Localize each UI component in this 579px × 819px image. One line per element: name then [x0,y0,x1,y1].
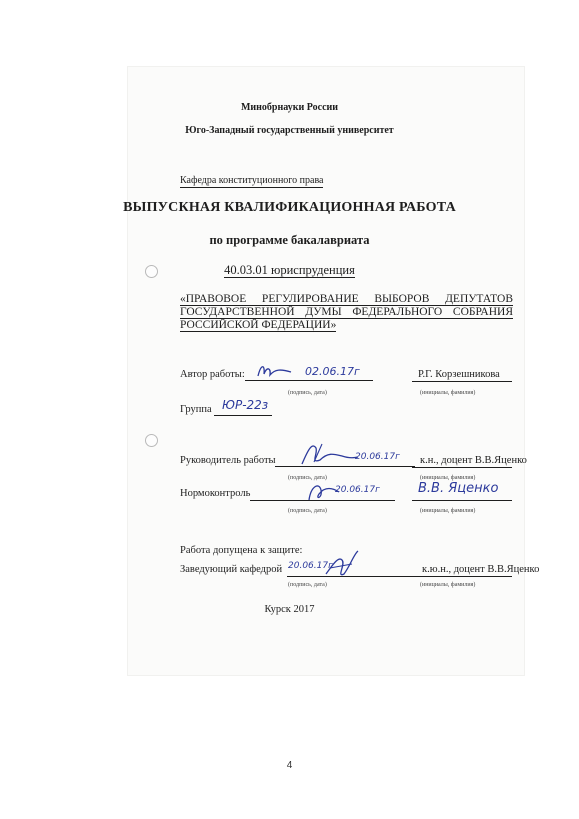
specialty-text: 40.03.01 юриспруденция [224,263,355,277]
author-date: 02.06.17г [305,365,360,378]
city-year: Курск 2017 [264,604,315,615]
author-label-text: Автор работы [180,369,242,380]
program-name: по программе бакалавриата [209,233,370,247]
normcontrol-date: 20.06.17г [335,485,380,495]
author-label: Автор работы: [180,369,245,380]
head-name-caption: (инициалы, фамилия) [420,582,476,588]
supervisor-sig-caption: (подпись, дата) [288,475,327,481]
ministry-name: Минобрнауки России [240,102,339,113]
work-type-title: ВЫПУСКНАЯ КВАЛИФИКАЦИОННАЯ РАБОТА [123,200,456,215]
normcontrol-sig-caption: (подпись, дата) [288,508,327,514]
head-name-line [412,576,512,577]
supervisor-date: 20.06.17г [355,452,400,462]
supervisor-name-caption: (инициалы, фамилия) [420,475,476,481]
author-name: Р.Г. Корзешникова [418,369,500,380]
normcontrol-name-line [412,500,512,501]
normcontrol-name-caption: (инициалы, фамилия) [420,508,476,514]
university-name: Юго-Западный государственный университет [185,125,394,136]
department-name: Кафедра конституционного права [180,175,324,186]
supervisor-name-line [412,467,512,468]
head-date: 20.06.17г [288,561,333,571]
head-signature [322,548,362,582]
head-name: к.ю.н., доцент В.В.Яценко [422,564,540,575]
specialty-code [0,263,579,278]
group-line [214,415,272,416]
supervisor-label: Руководитель работы [180,455,276,466]
normcontrol-label: Нормоконтроль [180,488,251,499]
supervisor-name: к.н., доцент В.В.Яценко [420,455,527,466]
head-sig-caption: (подпись, дата) [288,582,327,588]
binder-hole [145,434,158,447]
admission-text: Работа допущена к защите: [180,545,303,556]
group-value: ЮР-22з [222,398,269,412]
page-number: 4 [286,760,293,771]
thesis-topic [180,293,513,332]
thesis-topic-text: «ПРАВОВОЕ РЕГУЛИРОВАНИЕ ВЫБОРОВ ДЕПУТАТОВ ГОСУДАРСТВЕННОЙ ДУМЫ ФЕДЕРАЛЬНОГО СОБРАНИЯ РОССИЙСКОЙ ФЕДЕРАЦИИ» [180,293,513,331]
author-signature [255,360,295,382]
author-name-line [412,381,512,382]
group-label: Группа [180,404,212,415]
author-name-caption: (инициалы, фамилия) [420,390,476,396]
supervisor-signature [300,440,360,470]
author-sig-caption: (подпись, дата) [288,390,327,396]
normcontrol-name: В.В. Яценко [418,481,499,496]
head-label: Заведующий кафедрой [180,564,283,575]
